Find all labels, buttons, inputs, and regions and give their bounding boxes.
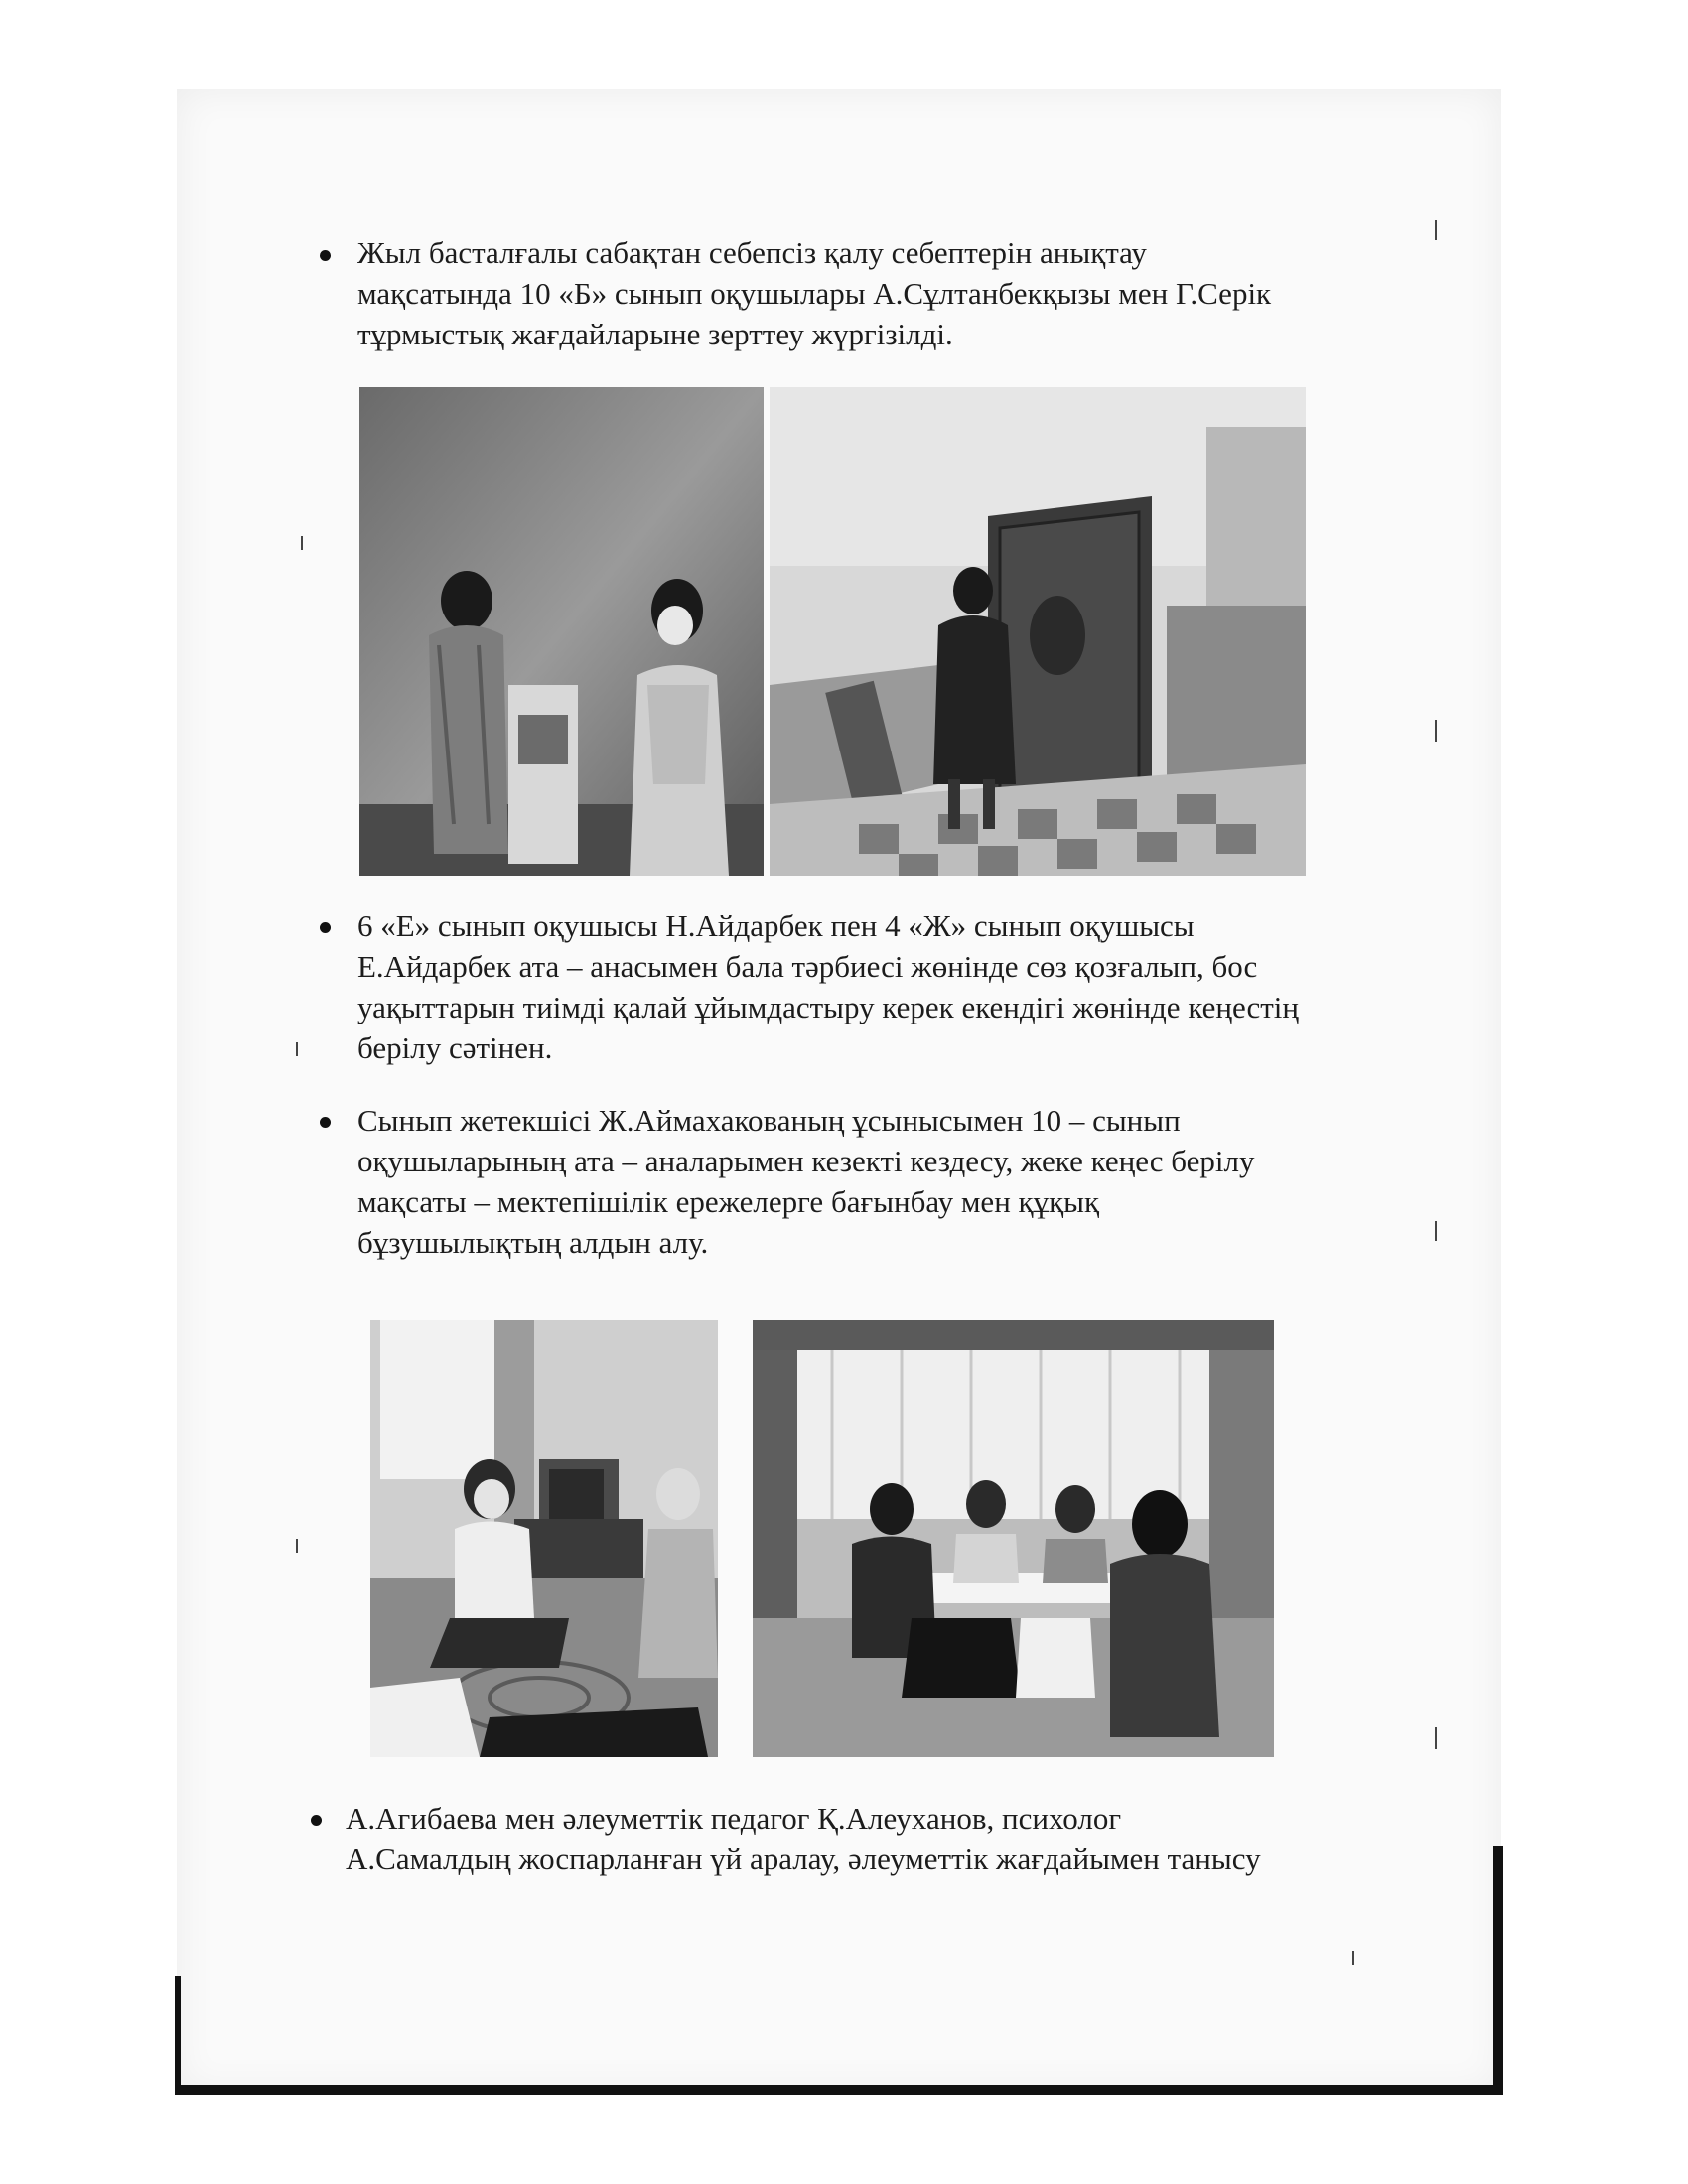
photo-parents-meeting (753, 1320, 1274, 1757)
scan-border-right (1493, 1846, 1503, 2093)
scan-speck (1435, 1727, 1437, 1749)
bullet-icon (311, 1815, 322, 1826)
photo-student-home-visit (359, 387, 764, 876)
scan-speck (1435, 1221, 1437, 1241)
scan-speck (1435, 720, 1437, 742)
scan-speck (296, 1539, 298, 1553)
photo-family-consultation (370, 1320, 718, 1757)
scan-border-left (175, 1976, 181, 2093)
text-line: оқушыларының ата – аналарымен кезекті кездесу, жеке кеңес берілу (357, 1144, 1255, 1178)
scan-speck (301, 536, 303, 550)
paragraph-2 (357, 905, 1299, 1068)
text-line: мақсаты – мектепішілік ережелерге бағынбау мен құқық (357, 1184, 1100, 1219)
text-line: А.Агибаева мен әлеуметтік педагог Қ.Алеуханов, психолог (346, 1801, 1122, 1836)
bullet-icon (320, 922, 331, 933)
scan-speck (1352, 1951, 1354, 1965)
bullet-icon (320, 1117, 331, 1128)
photo-door-visit (770, 387, 1306, 876)
text-line: Е.Айдарбек ата – анасымен бала тәрбиесі жөнінде сөз қозғалып, бос (357, 949, 1258, 984)
text-line: мақсатында 10 «Б» сынып оқушылары А.Сұлтанбекқызы мен Г.Серік (357, 276, 1272, 311)
text-line: А.Самалдың жоспарланған үй аралау, әлеуметтік жағдайымен танысу (346, 1842, 1261, 1876)
paragraph-3 (357, 1100, 1254, 1263)
bullet-icon (320, 250, 331, 261)
text-line: бұзушылықтың алдын алу. (357, 1225, 709, 1260)
scan-speck (296, 1042, 298, 1056)
scan-border-bottom (175, 2085, 1503, 2095)
text-line: Сынып жетекшісі Ж.Аймахакованың ұсынысымен 10 – сынып (357, 1103, 1181, 1138)
text-line: тұрмыстық жағдайларыне зерттеу жүргізілді. (357, 317, 953, 351)
text-line: 6 «Е» сынып оқушысы Н.Айдарбек пен 4 «Ж» сынып оқушысы (357, 908, 1195, 943)
text-line: уақыттарын тиімді қалай ұйымдастыру керек екендігі жөнінде кеңестің (357, 990, 1299, 1024)
scan-speck (1435, 220, 1437, 240)
text-line: берілу сәтінен. (357, 1030, 553, 1065)
paragraph-1 (357, 232, 1271, 354)
paragraph-4 (346, 1798, 1261, 1879)
text-line: Жыл басталғалы сабақтан себепсіз қалу себептерін анықтау (357, 235, 1147, 270)
